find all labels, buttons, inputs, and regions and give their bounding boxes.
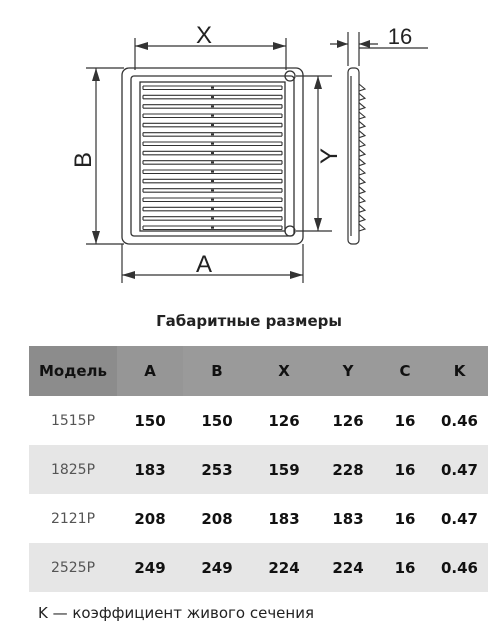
side-fin bbox=[359, 205, 365, 212]
table-row bbox=[29, 445, 488, 494]
side-fin bbox=[359, 140, 365, 147]
footnote: K — коэффициент живого сечения bbox=[38, 604, 314, 622]
header-c: C bbox=[379, 346, 431, 396]
cell-b: 208 bbox=[201, 509, 233, 528]
cell-model: 1515P bbox=[50, 412, 96, 429]
cell-b: 249 bbox=[183, 543, 251, 592]
cell-c: 16 bbox=[394, 509, 416, 528]
side-profile bbox=[348, 68, 359, 244]
header-x: X bbox=[251, 346, 317, 396]
side-fin bbox=[359, 187, 365, 194]
cell-a: 183 bbox=[117, 445, 183, 494]
cell-b: 150 bbox=[201, 411, 233, 430]
side-fin bbox=[359, 112, 365, 119]
cell-a: 150 bbox=[134, 411, 166, 430]
cell-x: 224 bbox=[251, 543, 317, 592]
cell-b: 253 bbox=[183, 445, 251, 494]
label-x: X bbox=[195, 22, 213, 49]
side-fin bbox=[359, 196, 365, 203]
cell-model: 2121P bbox=[50, 510, 96, 527]
side-fin bbox=[359, 159, 365, 166]
side-fin bbox=[359, 121, 365, 128]
table-caption: Габаритные размеры bbox=[156, 312, 342, 330]
header-b: B bbox=[183, 346, 251, 396]
side-fins bbox=[359, 84, 365, 231]
cell-k: 0.47 bbox=[440, 509, 478, 528]
cell-k: 0.47 bbox=[431, 445, 488, 494]
dimensions-table bbox=[29, 346, 488, 592]
cell-x: 159 bbox=[251, 445, 317, 494]
grille-inner-frame bbox=[131, 76, 294, 236]
cell-y: 224 bbox=[317, 543, 379, 592]
side-fin bbox=[359, 149, 365, 156]
header-model: Модель bbox=[29, 346, 117, 396]
cell-model: 2525P bbox=[29, 543, 117, 592]
side-fin bbox=[359, 93, 365, 100]
table-row bbox=[29, 494, 488, 543]
table-header-row bbox=[29, 346, 488, 396]
header-y: Y bbox=[317, 346, 379, 396]
dimension-depth bbox=[330, 32, 428, 66]
side-fin bbox=[359, 84, 365, 91]
label-depth: 16 bbox=[387, 24, 413, 49]
header-a: A bbox=[117, 346, 183, 396]
grille-drawing bbox=[0, 0, 498, 300]
louvers bbox=[143, 86, 282, 230]
label-b: B bbox=[70, 151, 97, 169]
side-fin bbox=[359, 224, 365, 231]
label-a: A bbox=[195, 251, 213, 278]
table-row bbox=[29, 543, 488, 592]
cell-c: 16 bbox=[379, 445, 431, 494]
cell-c: 16 bbox=[394, 411, 416, 430]
cell-y: 228 bbox=[317, 445, 379, 494]
side-fin bbox=[359, 215, 365, 222]
cell-y: 183 bbox=[332, 509, 364, 528]
side-fin bbox=[359, 177, 365, 184]
cell-c: 16 bbox=[379, 543, 431, 592]
label-y: Y bbox=[316, 147, 343, 165]
table-row bbox=[29, 396, 488, 445]
cell-x: 126 bbox=[268, 411, 300, 430]
cell-x: 183 bbox=[268, 509, 300, 528]
cell-a: 208 bbox=[134, 509, 166, 528]
side-fin bbox=[359, 103, 365, 110]
cell-model: 1825P bbox=[29, 445, 117, 494]
side-fin bbox=[359, 131, 365, 138]
cell-y: 126 bbox=[332, 411, 364, 430]
cell-k: 0.46 bbox=[440, 411, 478, 430]
header-k: K bbox=[431, 346, 488, 396]
dimension-a bbox=[122, 244, 303, 283]
side-fin bbox=[359, 168, 365, 175]
cell-a: 249 bbox=[117, 543, 183, 592]
cell-k: 0.46 bbox=[431, 543, 488, 592]
